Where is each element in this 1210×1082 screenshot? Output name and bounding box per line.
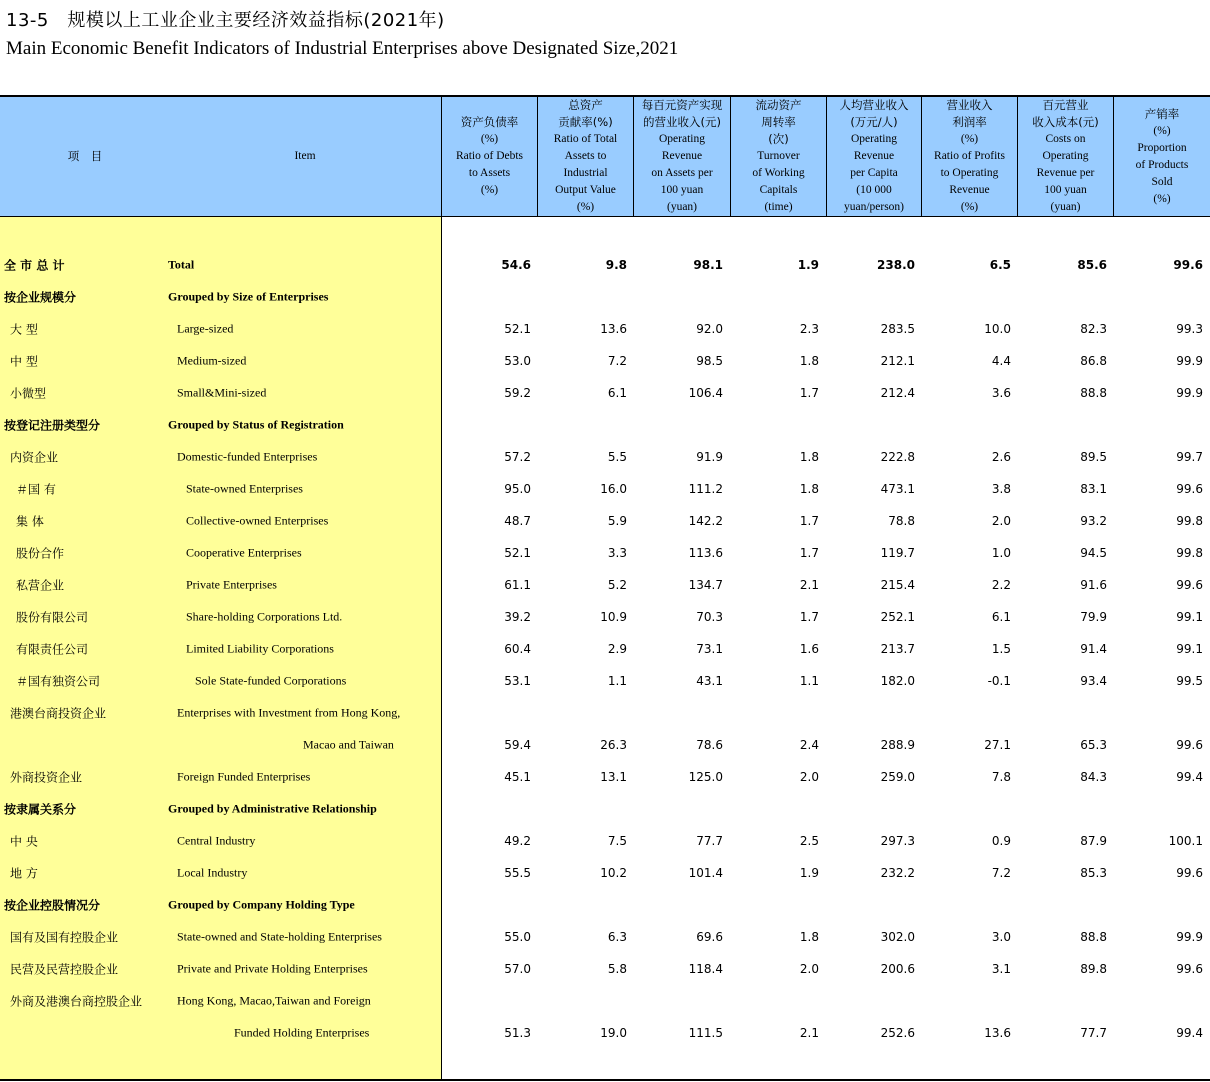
cell-debt-ratio: 60.4: [504, 642, 531, 656]
row-label-zh: 港澳台商投资企业: [10, 706, 107, 721]
cell-asset-contribution: 26.3: [600, 738, 627, 752]
row-label-en: Domestic-funded Enterprises: [177, 449, 318, 464]
header-line: Turnover: [757, 150, 800, 162]
cell-asset-contribution: 10.9: [600, 610, 627, 624]
row-label-en: Enterprises with Investment from Hong Kong,: [177, 705, 401, 720]
header-line: 百元营业: [1042, 98, 1089, 112]
row-label-en: State-owned Enterprises: [186, 481, 303, 496]
header-revenue-per-capita: [827, 97, 921, 216]
cell-working-capital-turnover: 1.7: [799, 610, 819, 624]
row-label-en: Cooperative Enterprises: [186, 545, 302, 560]
cell-cost-per-revenue: 82.3: [1080, 322, 1107, 336]
table-row: [0, 601, 1210, 633]
cell-asset-contribution: 7.2: [607, 354, 627, 368]
cell-revenue-per-capita: 473.1: [880, 482, 915, 496]
row-label-en: Collective-owned Enterprises: [186, 513, 329, 528]
header-line: Ratio of Debts: [455, 150, 524, 162]
row-label-en: Grouped by Administrative Relationship: [168, 801, 377, 816]
header-line: 的营业收入(元): [643, 115, 721, 129]
header-line: Revenue: [661, 150, 703, 162]
table-row: [0, 345, 1210, 377]
header-line: 资产负债率: [460, 115, 519, 129]
cell-revenue-per-capita: 182.0: [880, 674, 915, 688]
cell-asset-contribution: 13.6: [600, 322, 627, 336]
row-label-en: Hong Kong, Macao,Taiwan and Foreign: [177, 993, 371, 1008]
row-label-zh: 按企业控股情况分: [4, 898, 101, 913]
cell-revenue-per-assets: 98.1: [693, 258, 723, 272]
cell-debt-ratio: 49.2: [504, 834, 531, 848]
header-line: 流动资产: [755, 98, 802, 112]
row-label-en: Foreign Funded Enterprises: [177, 769, 311, 784]
cell-asset-contribution: 6.1: [607, 386, 627, 400]
row-label-en: Funded Holding Enterprises: [234, 1025, 370, 1040]
header-line: 100 yuan: [660, 184, 704, 196]
cell-asset-contribution: 3.3: [607, 546, 627, 560]
row-label-zh: 按登记注册类型分: [4, 418, 101, 433]
cell-working-capital-turnover: 2.3: [799, 322, 819, 336]
cell-products-sold-ratio: 99.4: [1176, 770, 1203, 784]
cell-working-capital-turnover: 1.1: [799, 674, 819, 688]
cell-asset-contribution: 6.3: [607, 930, 627, 944]
cell-working-capital-turnover: 2.0: [799, 962, 819, 976]
cell-profit-ratio: 1.0: [991, 546, 1011, 560]
header-line: Revenue: [949, 184, 990, 196]
cell-working-capital-turnover: 1.8: [799, 450, 819, 464]
header-line: on Assets per: [651, 167, 713, 179]
header-line: Sold: [1151, 175, 1173, 188]
table-row: [0, 1017, 1210, 1049]
cell-products-sold-ratio: 99.9: [1176, 354, 1203, 368]
cell-profit-ratio: 3.8: [991, 482, 1011, 496]
header-line: (次): [768, 132, 789, 146]
header-line: 人均营业收入: [839, 98, 909, 112]
cell-profit-ratio: 2.2: [991, 578, 1011, 592]
cell-cost-per-revenue: 91.4: [1080, 642, 1107, 656]
cell-revenue-per-capita: 283.5: [880, 322, 915, 336]
cell-asset-contribution: 5.8: [607, 962, 627, 976]
cell-profit-ratio: 10.0: [984, 322, 1011, 336]
cell-debt-ratio: 52.1: [504, 322, 531, 336]
cell-products-sold-ratio: 99.6: [1176, 962, 1203, 976]
cell-debt-ratio: 53.1: [504, 674, 531, 688]
header-line: 周转率: [761, 115, 796, 129]
header-line: Ratio of Profits: [934, 150, 1005, 162]
cell-working-capital-turnover: 1.9: [799, 866, 819, 880]
header-line: Capitals: [759, 184, 798, 196]
cell-cost-per-revenue: 89.8: [1080, 962, 1107, 976]
header-line: Assets to: [564, 150, 607, 162]
cell-cost-per-revenue: 91.6: [1080, 578, 1107, 592]
cell-debt-ratio: 51.3: [504, 1026, 531, 1040]
page-title-zh: 13-5 规模以上工业企业主要经济效益指标(2021年): [6, 10, 445, 31]
header-line: Proportion: [1137, 141, 1187, 154]
cell-revenue-per-assets: 113.6: [688, 546, 723, 560]
group-header-row: [0, 409, 1210, 441]
cell-working-capital-turnover: 2.1: [799, 1026, 819, 1040]
table-row: [0, 313, 1210, 345]
cell-cost-per-revenue: 65.3: [1080, 738, 1107, 752]
cell-products-sold-ratio: 99.1: [1176, 610, 1203, 624]
row-label-en: Local Industry: [177, 865, 248, 880]
cell-debt-ratio: 53.0: [504, 354, 531, 368]
header-line: Output Value: [555, 184, 616, 196]
cell-revenue-per-assets: 101.4: [688, 866, 723, 880]
cell-working-capital-turnover: 1.6: [799, 642, 819, 656]
row-label-zh: 内资企业: [10, 450, 59, 465]
cell-working-capital-turnover: 1.8: [799, 930, 819, 944]
cell-debt-ratio: 39.2: [504, 610, 531, 624]
table-row: [0, 985, 1210, 1017]
cell-asset-contribution: 9.8: [605, 258, 627, 272]
cell-products-sold-ratio: 99.4: [1176, 1026, 1203, 1040]
cell-products-sold-ratio: 99.8: [1176, 514, 1203, 528]
row-label-zh: 大 型: [10, 322, 38, 337]
cell-asset-contribution: 5.5: [607, 450, 627, 464]
cell-cost-per-revenue: 93.2: [1080, 514, 1107, 528]
cell-profit-ratio: 0.9: [991, 834, 1011, 848]
row-label-en: Grouped by Status of Registration: [168, 417, 344, 432]
cell-products-sold-ratio: 99.7: [1176, 450, 1203, 464]
cell-products-sold-ratio: 99.6: [1173, 258, 1203, 272]
cell-profit-ratio: 3.6: [991, 386, 1011, 400]
header-line: (%): [480, 184, 499, 196]
header-line: to Operating: [940, 167, 999, 179]
header-line: (yuan): [1050, 201, 1081, 213]
cell-products-sold-ratio: 99.6: [1176, 482, 1203, 496]
cell-profit-ratio: 2.6: [991, 450, 1011, 464]
row-label-en: Macao and Taiwan: [303, 737, 394, 752]
table-row: [0, 921, 1210, 953]
row-label-zh: 小微型: [10, 386, 47, 401]
row-label-zh: 按企业规模分: [4, 290, 77, 305]
cell-working-capital-turnover: 1.7: [799, 546, 819, 560]
cell-profit-ratio: 7.2: [991, 866, 1011, 880]
cell-profit-ratio: 3.0: [991, 930, 1011, 944]
cell-revenue-per-capita: 302.0: [880, 930, 915, 944]
header-line: 每百元资产实现: [641, 98, 723, 112]
cell-profit-ratio: 4.4: [991, 354, 1011, 368]
cell-cost-per-revenue: 79.9: [1080, 610, 1107, 624]
table-row: [0, 953, 1210, 985]
header-line: to Assets: [468, 167, 511, 179]
cell-debt-ratio: 59.4: [504, 738, 531, 752]
cell-debt-ratio: 48.7: [504, 514, 531, 528]
table-row: [0, 249, 1210, 281]
row-label-zh: 外商投资企业: [10, 770, 83, 785]
header-debt-ratio: [442, 97, 537, 216]
header-line: 贡献率(%): [558, 115, 613, 129]
header-asset-contribution: [538, 97, 633, 216]
group-header-row: [0, 281, 1210, 313]
header-line: of Products: [1135, 158, 1189, 171]
cell-profit-ratio: 7.8: [991, 770, 1011, 784]
cell-working-capital-turnover: 1.8: [799, 482, 819, 496]
header-line: (%): [1153, 192, 1171, 205]
cell-working-capital-turnover: 1.9: [797, 258, 819, 272]
cell-products-sold-ratio: 99.3: [1176, 322, 1203, 336]
header-line: Operating: [851, 133, 897, 145]
cell-working-capital-turnover: 2.1: [799, 578, 819, 592]
header-line: (%): [960, 133, 979, 145]
cell-asset-contribution: 10.2: [600, 866, 627, 880]
row-label-zh: 股份合作: [16, 546, 65, 561]
cell-products-sold-ratio: 99.6: [1176, 866, 1203, 880]
cell-cost-per-revenue: 83.1: [1080, 482, 1107, 496]
cell-revenue-per-assets: 73.1: [696, 642, 723, 656]
cell-products-sold-ratio: 99.6: [1176, 578, 1203, 592]
row-label-zh: 有限责任公司: [16, 642, 89, 657]
table-row: [0, 537, 1210, 569]
row-label-zh: 民营及民营控股企业: [10, 962, 119, 977]
cell-cost-per-revenue: 85.6: [1077, 258, 1107, 272]
cell-revenue-per-assets: 69.6: [696, 930, 723, 944]
cell-revenue-per-assets: 92.0: [696, 322, 723, 336]
cell-revenue-per-capita: 252.1: [880, 610, 915, 624]
cell-profit-ratio: 6.1: [991, 610, 1011, 624]
header-line: of Working: [752, 167, 805, 179]
header-profit-ratio: [922, 97, 1017, 216]
cell-revenue-per-assets: 111.2: [688, 482, 723, 496]
header-line: 收入成本(元): [1032, 115, 1099, 129]
row-label-zh: 按隶属关系分: [4, 802, 77, 817]
cell-products-sold-ratio: 99.1: [1176, 642, 1203, 656]
header-products-sold-ratio: [1114, 97, 1210, 216]
cell-profit-ratio: 1.5: [991, 642, 1011, 656]
header-line: 营业收入: [946, 98, 993, 112]
cell-cost-per-revenue: 94.5: [1080, 546, 1107, 560]
page-title-en: Main Economic Benefit Indicators of Industrial Enterprises above Designated Size,2021: [6, 38, 679, 59]
row-label-zh: ＃国 有: [16, 482, 56, 497]
header-item-en: Item: [294, 150, 316, 162]
cell-profit-ratio: -0.1: [987, 674, 1011, 688]
row-label-en: Grouped by Size of Enterprises: [168, 289, 329, 304]
cell-debt-ratio: 57.2: [504, 450, 531, 464]
cell-asset-contribution: 19.0: [600, 1026, 627, 1040]
cell-working-capital-turnover: 1.8: [799, 354, 819, 368]
cell-revenue-per-capita: 288.9: [880, 738, 915, 752]
cell-revenue-per-assets: 98.5: [696, 354, 723, 368]
cell-asset-contribution: 7.5: [607, 834, 627, 848]
header-line: Industrial: [563, 167, 608, 179]
row-label-zh: 集 体: [16, 514, 44, 529]
cell-cost-per-revenue: 93.4: [1080, 674, 1107, 688]
table-row: [0, 697, 1210, 729]
table-row: [0, 505, 1210, 537]
row-label-zh: 外商及港澳台商控股企业: [10, 994, 143, 1009]
row-label-en: Total: [168, 257, 195, 272]
row-label-zh: 私营企业: [16, 578, 65, 593]
cell-revenue-per-assets: 142.2: [688, 514, 723, 528]
cell-products-sold-ratio: 99.9: [1176, 386, 1203, 400]
header-line: (%): [480, 133, 499, 145]
cell-revenue-per-assets: 43.1: [696, 674, 723, 688]
header-line: 利润率: [952, 115, 987, 129]
row-label-en: Private Enterprises: [186, 577, 277, 592]
cell-debt-ratio: 55.5: [504, 866, 531, 880]
cell-revenue-per-capita: 222.8: [880, 450, 915, 464]
header-line: (%): [576, 201, 595, 213]
cell-products-sold-ratio: 99.5: [1176, 674, 1203, 688]
row-label-en: Limited Liability Corporations: [186, 641, 334, 656]
row-label-en: Private and Private Holding Enterprises: [177, 961, 368, 976]
table-bottom-rule: [0, 1079, 1210, 1081]
header-bottom-rule: [0, 216, 1210, 217]
cell-revenue-per-capita: 238.0: [877, 258, 915, 272]
header-line: (%): [1153, 124, 1171, 137]
cell-revenue-per-capita: 200.6: [880, 962, 915, 976]
table-row: [0, 857, 1210, 889]
cell-profit-ratio: 13.6: [984, 1026, 1011, 1040]
header-line: Revenue per: [1036, 167, 1095, 179]
header-line: Operating: [659, 133, 705, 145]
cell-revenue-per-assets: 125.0: [688, 770, 723, 784]
cell-products-sold-ratio: 99.8: [1176, 546, 1203, 560]
table-row: [0, 665, 1210, 697]
row-label-zh: ＃国有独资公司: [16, 674, 101, 689]
cell-cost-per-revenue: 89.5: [1080, 450, 1107, 464]
cell-asset-contribution: 5.9: [607, 514, 627, 528]
header-line: 产销率: [1144, 106, 1180, 121]
header-line: Operating: [1042, 150, 1089, 162]
table-row: [0, 473, 1210, 505]
cell-cost-per-revenue: 88.8: [1080, 930, 1107, 944]
table-row: [0, 633, 1210, 665]
header-line: yuan/person): [843, 201, 905, 213]
row-label-en: Large-sized: [177, 321, 234, 336]
table-row: [0, 569, 1210, 601]
header-cost-per-revenue: [1018, 97, 1113, 216]
cell-revenue-per-capita: 297.3: [880, 834, 915, 848]
table-row: [0, 825, 1210, 857]
header-working-capital-turnover: [731, 97, 826, 216]
cell-debt-ratio: 54.6: [501, 258, 531, 272]
cell-revenue-per-capita: 213.7: [880, 642, 915, 656]
cell-working-capital-turnover: 2.5: [799, 834, 819, 848]
cell-revenue-per-assets: 91.9: [696, 450, 723, 464]
cell-products-sold-ratio: 100.1: [1168, 834, 1203, 848]
cell-debt-ratio: 59.2: [504, 386, 531, 400]
cell-cost-per-revenue: 86.8: [1080, 354, 1107, 368]
cell-revenue-per-assets: 118.4: [688, 962, 723, 976]
cell-revenue-per-capita: 232.2: [880, 866, 915, 880]
row-label-en: Sole State-funded Corporations: [195, 673, 347, 688]
cell-revenue-per-capita: 212.1: [880, 354, 915, 368]
cell-debt-ratio: 95.0: [504, 482, 531, 496]
cell-revenue-per-assets: 111.5: [688, 1026, 723, 1040]
cell-profit-ratio: 2.0: [991, 514, 1011, 528]
cell-revenue-per-capita: 119.7: [880, 546, 915, 560]
cell-profit-ratio: 27.1: [984, 738, 1011, 752]
table-row: [0, 761, 1210, 793]
row-label-zh: 地 方: [10, 866, 38, 881]
cell-revenue-per-assets: 70.3: [696, 610, 723, 624]
header-line: (time): [764, 201, 793, 213]
cell-revenue-per-assets: 77.7: [696, 834, 723, 848]
cell-revenue-per-capita: 78.8: [888, 514, 915, 528]
header-line: Revenue: [853, 150, 895, 162]
header-line: Ratio of Total: [553, 133, 618, 145]
header-line: (yuan): [666, 201, 697, 213]
row-label-en: Small&Mini-sized: [177, 385, 267, 400]
table-row: [0, 377, 1210, 409]
cell-cost-per-revenue: 87.9: [1080, 834, 1107, 848]
cell-products-sold-ratio: 99.6: [1176, 738, 1203, 752]
header-line: (%): [960, 201, 979, 213]
group-header-row: [0, 793, 1210, 825]
cell-cost-per-revenue: 85.3: [1080, 866, 1107, 880]
row-label-zh: 股份有限公司: [16, 610, 89, 625]
cell-asset-contribution: 2.9: [607, 642, 627, 656]
cell-revenue-per-capita: 215.4: [880, 578, 915, 592]
header-line: 100 yuan: [1044, 184, 1087, 196]
table-row: [0, 441, 1210, 473]
cell-revenue-per-capita: 252.6: [880, 1026, 915, 1040]
header-line: 总资产: [568, 98, 603, 112]
cell-cost-per-revenue: 88.8: [1080, 386, 1107, 400]
group-header-row: [0, 889, 1210, 921]
header-line: Costs on: [1045, 133, 1086, 145]
row-label-zh: 中 央: [10, 834, 38, 849]
cell-revenue-per-assets: 78.6: [696, 738, 723, 752]
cell-working-capital-turnover: 2.4: [799, 738, 819, 752]
cell-debt-ratio: 55.0: [504, 930, 531, 944]
cell-revenue-per-capita: 259.0: [880, 770, 915, 784]
header-line: (万元/人): [850, 115, 898, 129]
header-line: (10 000: [856, 184, 892, 196]
header-revenue-per-assets: [634, 97, 730, 216]
cell-debt-ratio: 61.1: [504, 578, 531, 592]
cell-cost-per-revenue: 77.7: [1080, 1026, 1107, 1040]
cell-revenue-per-assets: 106.4: [688, 386, 723, 400]
cell-products-sold-ratio: 99.9: [1176, 930, 1203, 944]
cell-profit-ratio: 3.1: [991, 962, 1011, 976]
row-label-en: State-owned and State-holding Enterprises: [177, 929, 382, 944]
row-label-zh: 国有及国有控股企业: [10, 930, 119, 945]
row-label-en: Grouped by Company Holding Type: [168, 897, 355, 912]
cell-revenue-per-assets: 134.7: [688, 578, 723, 592]
cell-asset-contribution: 13.1: [600, 770, 627, 784]
cell-profit-ratio: 6.5: [989, 258, 1011, 272]
cell-working-capital-turnover: 1.7: [799, 514, 819, 528]
cell-asset-contribution: 5.2: [607, 578, 627, 592]
header-item-zh: 项 目: [67, 149, 103, 163]
cell-asset-contribution: 1.1: [607, 674, 627, 688]
row-label-zh: 全 市 总 计: [4, 258, 65, 273]
cell-working-capital-turnover: 1.7: [799, 386, 819, 400]
table-row: [0, 729, 1210, 761]
cell-asset-contribution: 16.0: [600, 482, 627, 496]
cell-revenue-per-capita: 212.4: [880, 386, 915, 400]
row-label-en: Medium-sized: [177, 353, 247, 368]
cell-working-capital-turnover: 2.0: [799, 770, 819, 784]
row-label-en: Central Industry: [177, 833, 256, 848]
row-label-zh: 中 型: [10, 354, 38, 369]
cell-debt-ratio: 52.1: [504, 546, 531, 560]
cell-debt-ratio: 45.1: [504, 770, 531, 784]
cell-debt-ratio: 57.0: [504, 962, 531, 976]
cell-cost-per-revenue: 84.3: [1080, 770, 1107, 784]
header-line: per Capita: [850, 167, 898, 179]
row-label-en: Share-holding Corporations Ltd.: [186, 609, 343, 624]
